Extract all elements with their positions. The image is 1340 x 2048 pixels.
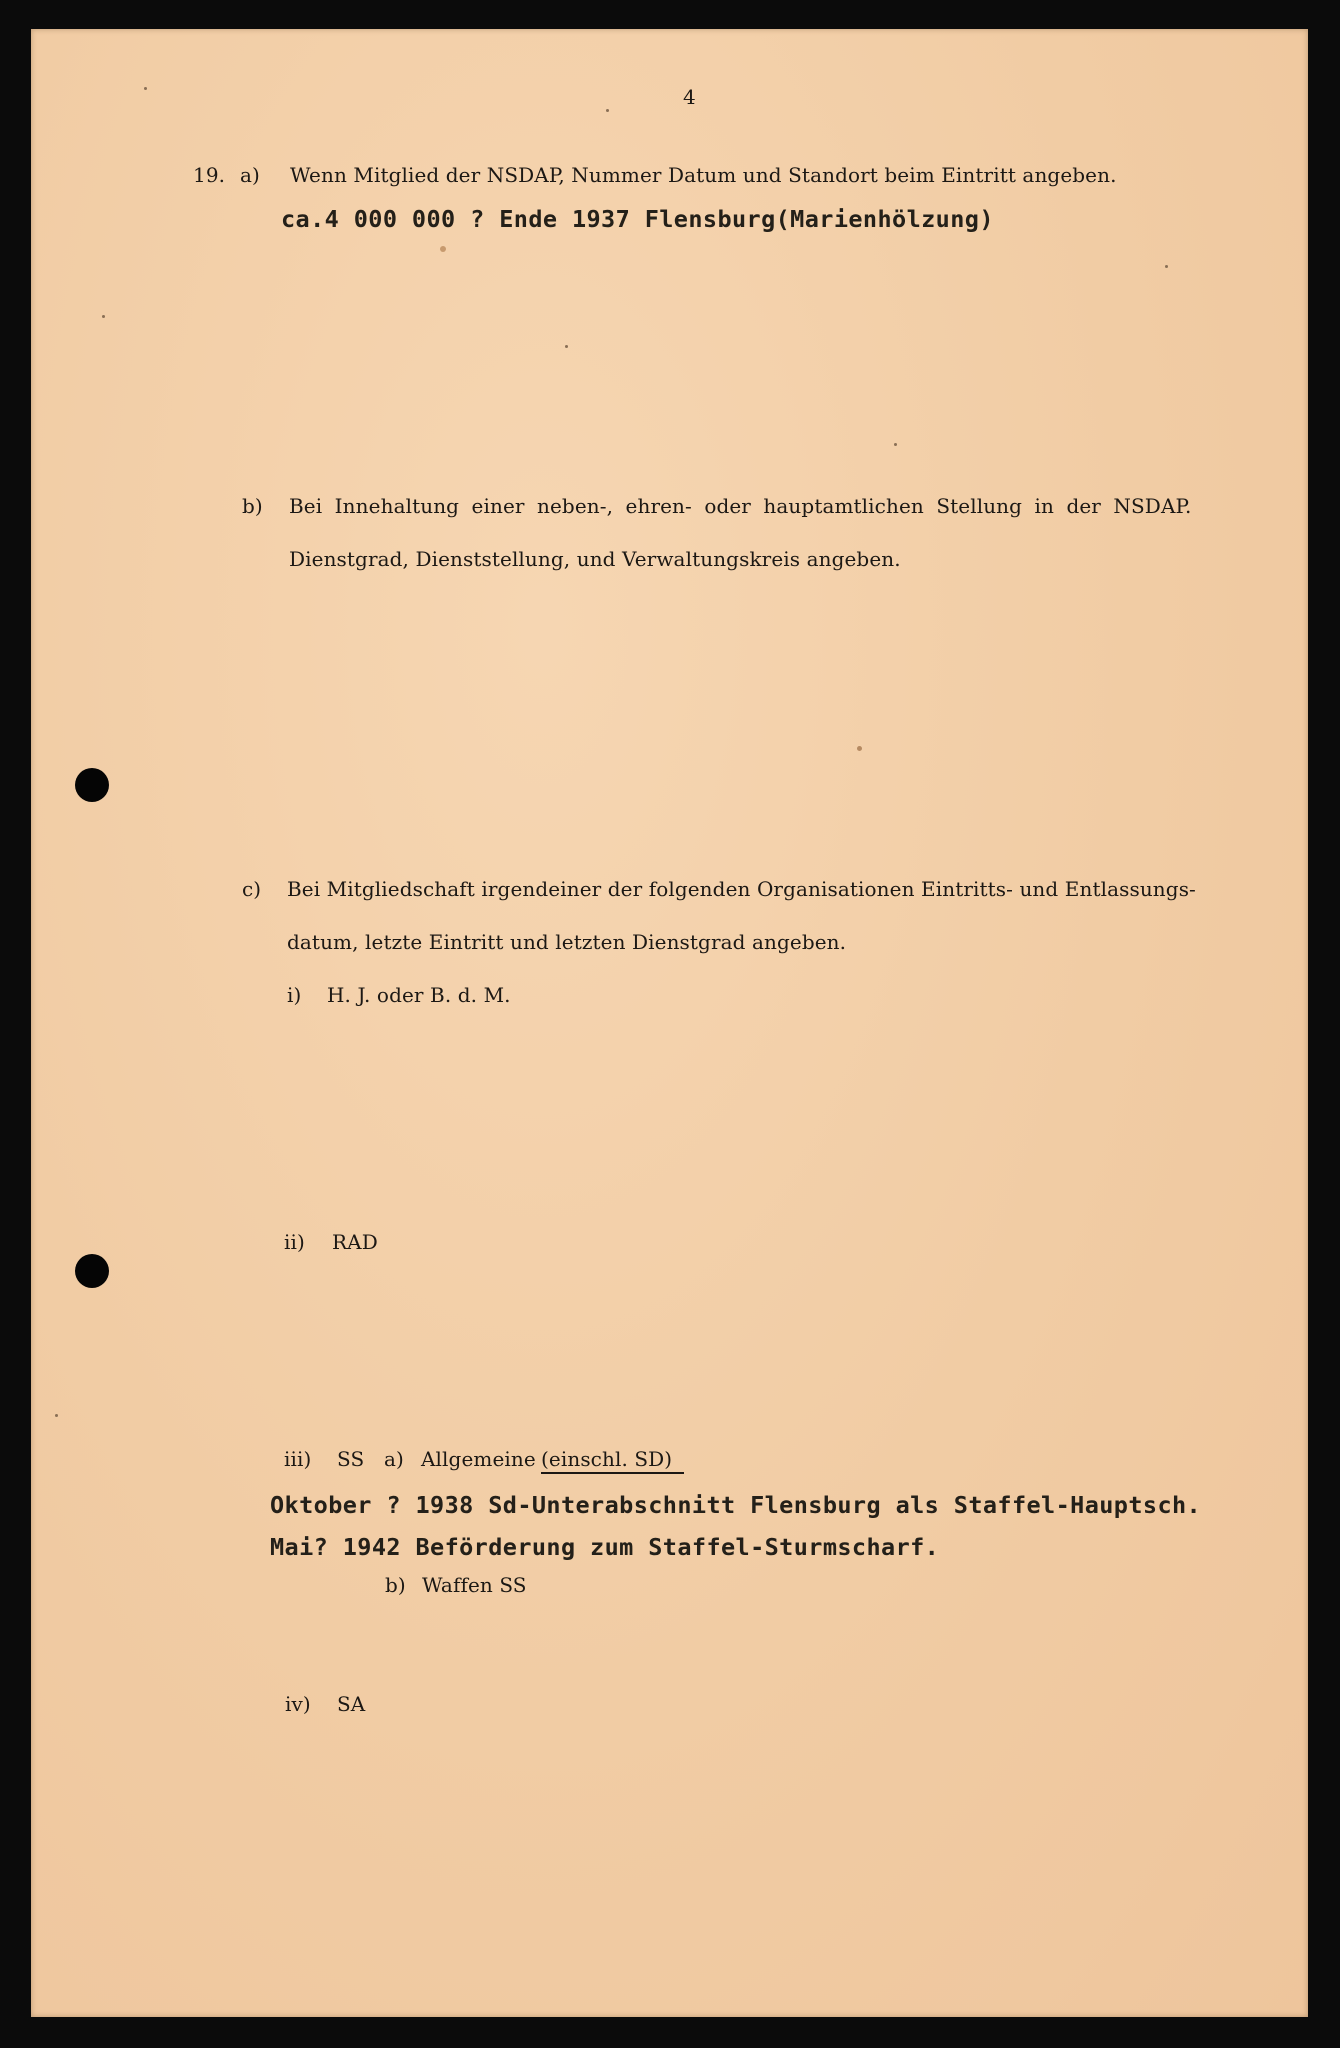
question-b-line2: Dienstgrad, Dienststellung, und Verwaltungskreis angeben. xyxy=(289,547,901,571)
question-a-label: a) xyxy=(240,163,260,187)
item-ii-text: RAD xyxy=(332,1230,378,1254)
question-b-label: b) xyxy=(242,494,263,518)
item-iii-b-text: Waffen SS xyxy=(422,1573,527,1597)
item-iii-a-text: Allgemeine xyxy=(421,1447,536,1471)
item-iii-a-underlined: (einschl. SD) xyxy=(541,1447,684,1474)
item-iii-a-label: a) xyxy=(384,1447,404,1471)
punch-hole xyxy=(75,1254,109,1288)
paper-speck xyxy=(606,109,609,112)
question-a-text: Wenn Mitglied der NSDAP, Nummer Datum und Standort beim Eintritt angeben. xyxy=(290,163,1117,187)
page-number: 4 xyxy=(683,85,696,109)
paper-speck xyxy=(1165,265,1168,268)
paper-speck xyxy=(565,345,568,348)
answer-iii-typed-line2: Mai? 1942 Beförderung zum Staffel-Sturmscharf. xyxy=(270,1533,940,1561)
item-i-text: H. J. oder B. d. M. xyxy=(327,983,511,1007)
question-c-line1: Bei Mitgliedschaft irgendeiner der folgenden Organisationen Eintritts- und Entlassungs- xyxy=(287,877,1196,901)
item-iv-text: SA xyxy=(337,1692,366,1716)
item-ii-label: ii) xyxy=(284,1230,305,1254)
punch-hole xyxy=(75,768,109,802)
paper-speck xyxy=(857,746,862,751)
item-iii-text: SS xyxy=(337,1447,365,1471)
paper-speck xyxy=(894,443,897,446)
paper-speck xyxy=(55,1414,58,1417)
document-page xyxy=(31,29,1308,2017)
question-b-line1: Bei Innehaltung einer neben-, ehren- oder hauptamtlichen Stellung in der NSDAP. xyxy=(289,494,1192,518)
item-iv-label: iv) xyxy=(285,1692,311,1716)
paper-speck xyxy=(440,246,446,252)
answer-iii-typed-line1: Oktober ? 1938 Sd-Unterabschnitt Flensburg als Staffel-Hauptsch. xyxy=(270,1491,1202,1519)
paper-speck xyxy=(102,315,105,318)
item-i-label: i) xyxy=(287,983,302,1007)
item-iii-b-label: b) xyxy=(385,1573,406,1597)
question-c-label: c) xyxy=(242,877,262,901)
question-number: 19. xyxy=(193,163,226,187)
question-c-line2: datum, letzte Eintritt und letzten Dienstgrad angeben. xyxy=(287,930,847,954)
paper-speck xyxy=(144,87,147,90)
item-iii-label: iii) xyxy=(284,1447,312,1471)
answer-a-typed: ca.4 000 000 ? Ende 1937 Flensburg(Marienhölzung) xyxy=(281,205,994,233)
